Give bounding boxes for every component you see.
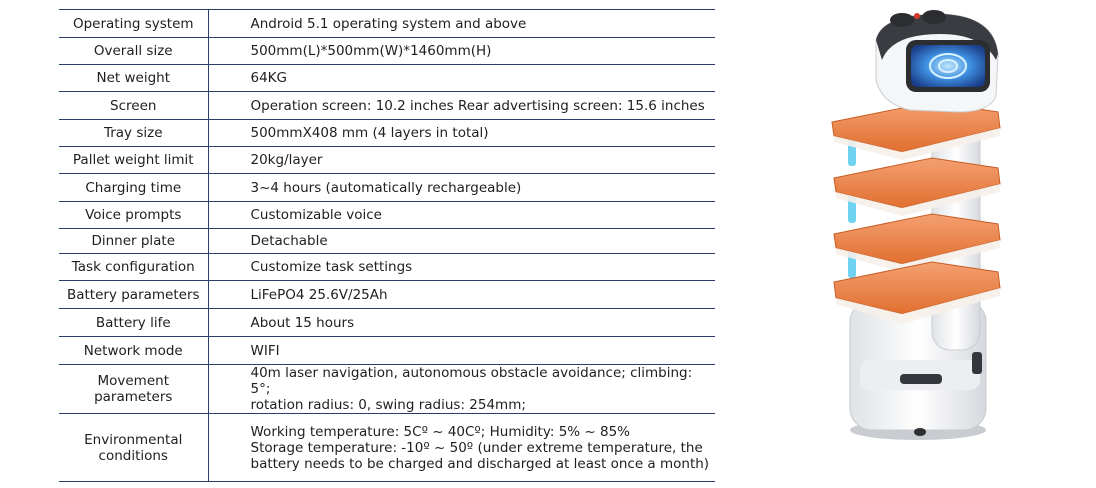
spec-row (59, 120, 715, 147)
spec-value: 500mm(L)*500mm(W)*1460mm(H) (208, 38, 715, 65)
spec-row (59, 309, 715, 337)
spec-row (59, 281, 715, 309)
spec-label: Task configuration (59, 254, 208, 281)
spec-label: Dinner plate (59, 229, 208, 254)
spec-value: 3~4 hours (automatically rechargeable) (208, 174, 715, 202)
spec-label: Network mode (59, 337, 208, 365)
spec-row (59, 229, 715, 254)
spec-value: 64KG (208, 65, 715, 92)
spec-value: Customizable voice (208, 202, 715, 229)
spec-value: LiFePO4 25.6V/25Ah (208, 281, 715, 309)
spec-value: About 15 hours (208, 309, 715, 337)
spec-label: Pallet weight limit (59, 147, 208, 174)
robot-head (876, 10, 998, 112)
spec-value: Detachable (208, 229, 715, 254)
spec-label: Screen (59, 92, 208, 120)
spec-row (59, 147, 715, 174)
spec-row (59, 414, 715, 482)
spec-table (59, 9, 715, 482)
spec-value: WIFI (208, 337, 715, 365)
spec-value: 40m laser navigation, autonomous obstacle avoidance; climbing: 5°; rotation radius: 0, swing radius: 254mm; (208, 365, 715, 414)
robot-illustration (782, 0, 1096, 488)
spec-row (59, 337, 715, 365)
spec-label: Charging time (59, 174, 208, 202)
spec-row (59, 365, 715, 414)
spec-label: Battery parameters (59, 281, 208, 309)
spec-label: Voice prompts (59, 202, 208, 229)
spec-label: Environmental conditions (59, 414, 208, 482)
spec-value: 500mmX408 mm (4 layers in total) (208, 120, 715, 147)
spec-row (59, 65, 715, 92)
spec-row (59, 10, 715, 38)
spec-label: Overall size (59, 38, 208, 65)
spec-label: Movement parameters (59, 365, 208, 414)
spec-value: 20kg/layer (208, 147, 715, 174)
spec-value: Working temperature: 5Cº ~ 40Cº; Humidity: 5% ~ 85% Storage temperature: -10º ~ 50º (under extreme temperature, the battery needs to be charged and discharged at least once a month) (208, 414, 715, 482)
spec-value: Operation screen: 10.2 inches Rear advertising screen: 15.6 inches (208, 92, 715, 120)
spec-row (59, 38, 715, 65)
spec-value: Customize task settings (208, 254, 715, 281)
spec-label: Net weight (59, 65, 208, 92)
spec-row (59, 254, 715, 281)
spec-label: Battery life (59, 309, 208, 337)
spec-value: Android 5.1 operating system and above (208, 10, 715, 38)
spec-label: Operating system (59, 10, 208, 38)
spec-row (59, 92, 715, 120)
spec-label: Tray size (59, 120, 208, 147)
spec-row (59, 202, 715, 229)
spec-row (59, 174, 715, 202)
